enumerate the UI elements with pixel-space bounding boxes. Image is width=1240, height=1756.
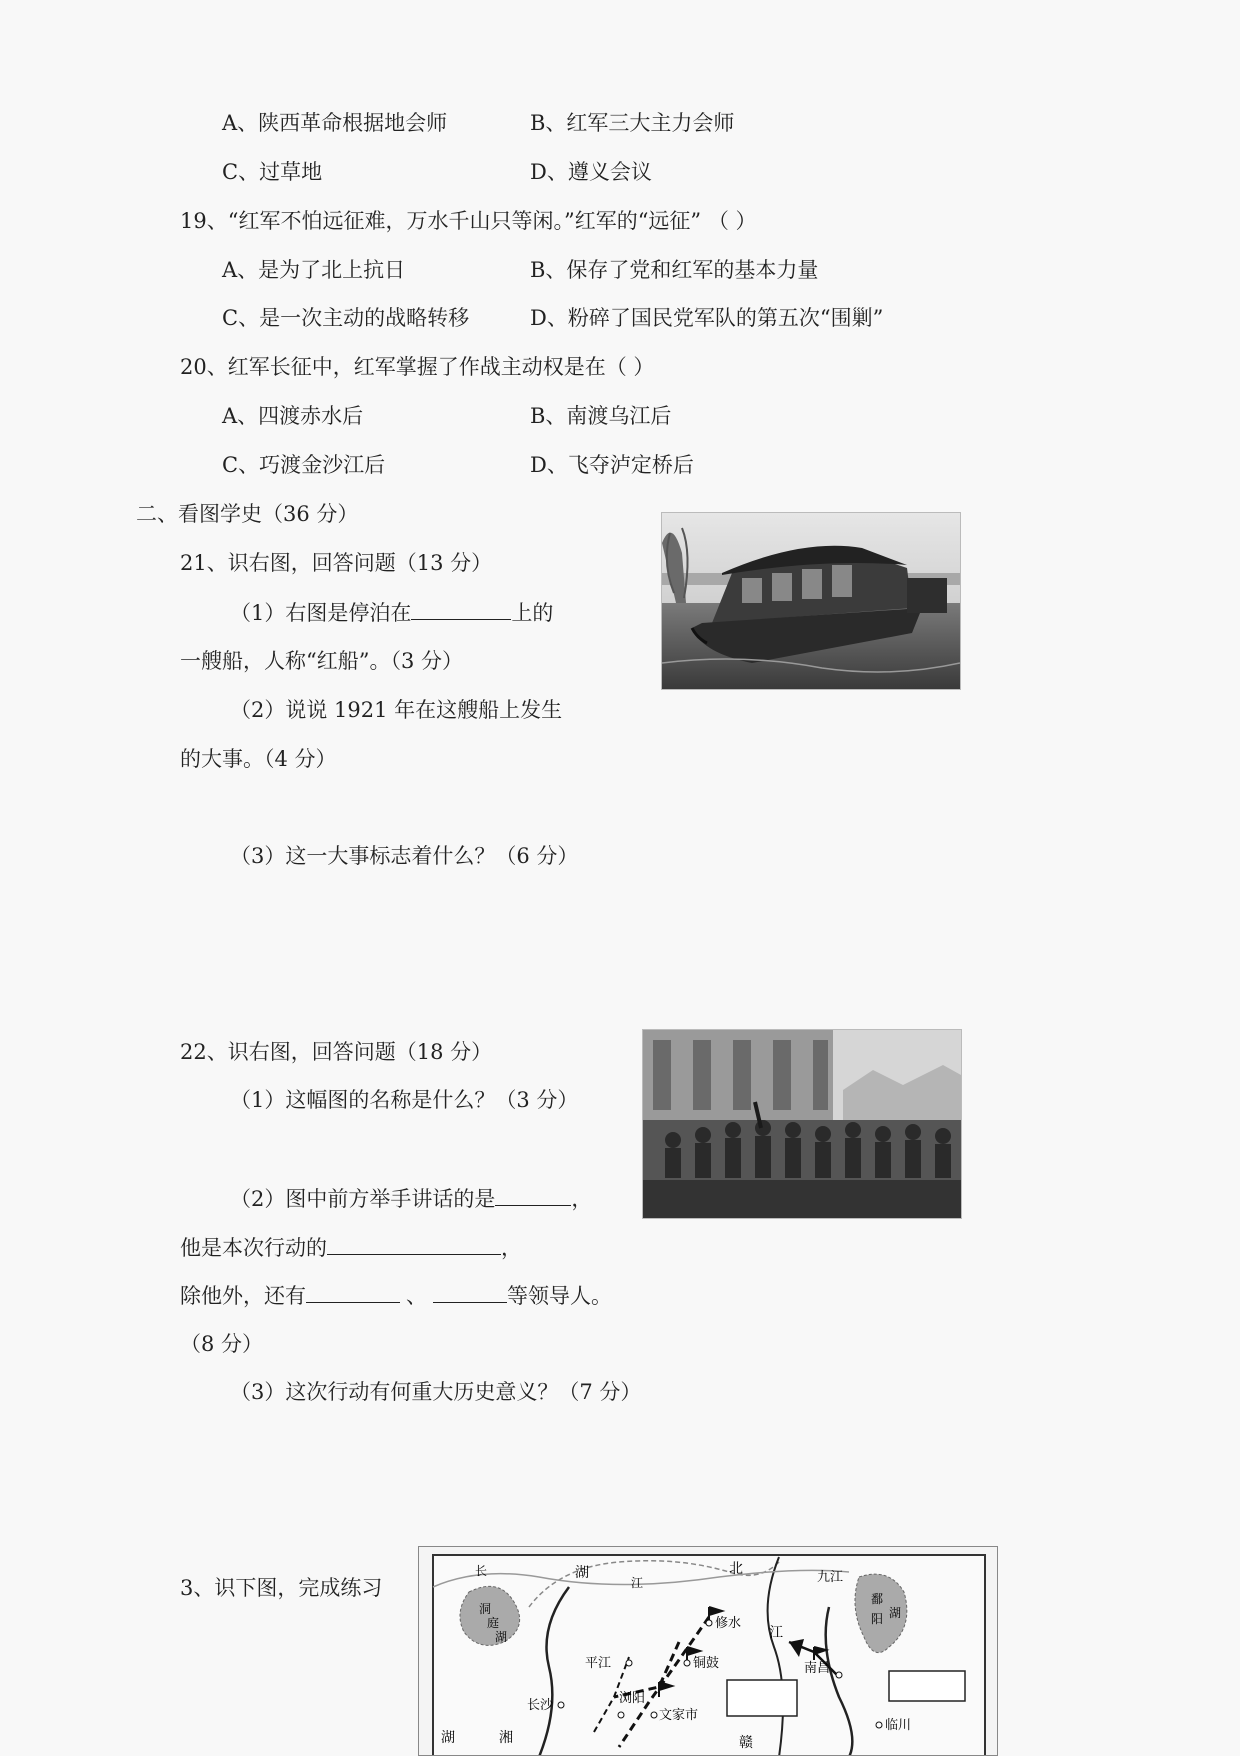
map-label-po: 鄱 <box>871 1592 884 1606</box>
q21-stem: 21、识右图，回答问题（13 分） <box>180 551 493 575</box>
q19-option-c: C、是一次主动的战略转移 <box>222 306 470 330</box>
map-label-jiang: 江 <box>769 1625 783 1641</box>
q20-option-d: D、飞夺泸定桥后 <box>530 453 694 477</box>
map-label-dong: 洞 <box>479 1602 492 1616</box>
q18-option-d: D、遵义会议 <box>530 160 652 184</box>
route-map <box>418 1546 998 1756</box>
map-label-changsha: 长沙 <box>527 1698 554 1713</box>
map-label-linchuan: 临川 <box>885 1718 912 1733</box>
q22-part2-text-c: 他是本次行动的 <box>180 1236 327 1260</box>
q23-stem: 3、识下图，完成练习 <box>180 1576 383 1600</box>
map-label-xiang: 湘 <box>499 1730 513 1746</box>
map-label-pingjiang: 平江 <box>585 1656 612 1671</box>
q21-part1-line2: 一艘船，人称“红船”。（3 分） <box>180 649 464 673</box>
q20-option-b: B、南渡乌江后 <box>530 404 672 428</box>
map-answer-box-2[interactable] <box>889 1671 965 1701</box>
q20-stem: 20、红军长征中，红军掌握了作战主动权是在（ ） <box>180 355 655 379</box>
q22-part2-line3 <box>180 1280 612 1311</box>
map-label-wenjiashi: 文家市 <box>659 1708 699 1723</box>
map-label-hu: 湖 <box>575 1565 589 1581</box>
q20-option-a: A、四渡赤水后 <box>222 404 364 428</box>
q22-part2-text-d: ， <box>501 1236 522 1260</box>
map-label-liuyang: 浏阳 <box>619 1691 646 1706</box>
q22-part2-text-e: 除他外，还有 <box>180 1284 306 1308</box>
q22-blank-role[interactable] <box>327 1232 501 1255</box>
route-map-svg <box>419 1547 997 1755</box>
q21-part1-text-b: 上的 <box>511 601 554 625</box>
uprising-sketch <box>643 1030 961 1218</box>
map-answer-box-1[interactable] <box>727 1680 797 1716</box>
q21-part2-line1: （2）说说 1921 年在这艘船上发生 <box>230 698 563 722</box>
map-label-yang: 阳 <box>871 1612 884 1626</box>
q22-part2-line2 <box>180 1232 522 1263</box>
q22-blank-speaker[interactable] <box>495 1183 571 1206</box>
q18-option-b: B、红军三大主力会师 <box>530 111 735 135</box>
map-label-hu-4: 湖 <box>889 1606 902 1620</box>
q22-blank-leader-1[interactable] <box>306 1280 400 1303</box>
q22-part2-text-g: 等领导人。 <box>507 1284 612 1308</box>
map-label-bei: 北 <box>729 1561 743 1577</box>
q22-stem: 22、识右图，回答问题（18 分） <box>180 1040 493 1064</box>
q21-blank-location[interactable] <box>411 597 511 620</box>
q19-option-b: B、保存了党和红军的基本力量 <box>530 258 819 282</box>
q22-part2-line1 <box>230 1183 592 1214</box>
q22-part2-text-a: （2）图中前方举手讲话的是 <box>230 1187 496 1211</box>
q22-part3: （3）这次行动有何重大历史意义？（7 分） <box>230 1380 642 1404</box>
q21-part2-line2: 的大事。（4 分） <box>180 747 337 771</box>
q19-option-a: A、是为了北上抗日 <box>222 258 406 282</box>
map-label-hu-3: 湖 <box>495 1630 508 1644</box>
q18-option-c: C、过草地 <box>222 160 323 184</box>
q18-option-a: A、陕西革命根据地会师 <box>222 111 448 135</box>
section-title: 二、看图学史（36 分） <box>136 502 359 526</box>
map-label-ting: 庭 <box>487 1616 500 1630</box>
q22-part2-text-f: 、 <box>406 1284 427 1308</box>
map-label-xiushui: 修水 <box>715 1616 742 1631</box>
q21-part1-line1 <box>230 597 553 628</box>
q22-part1: （1）这幅图的名称是什么？（3 分） <box>230 1088 579 1112</box>
red-boat-photo <box>661 512 961 690</box>
q22-blank-leader-2[interactable] <box>433 1280 507 1303</box>
map-label-jiang-2: 江 <box>631 1576 644 1590</box>
map-label-jiujiang: 九江 <box>817 1570 844 1585</box>
uprising-illustration <box>642 1029 962 1219</box>
map-label-tonggu: 铜鼓 <box>693 1656 720 1671</box>
q19-stem: 19、“红军不怕远征难，万水千山只等闲。”红军的“远征” （ ） <box>180 209 757 233</box>
q21-part3: （3）这一大事标志着什么？（6 分） <box>230 844 579 868</box>
q22-part2-text-b: ， <box>571 1187 593 1211</box>
q21-part1-text-a: （1）右图是停泊在 <box>230 601 412 625</box>
red-boat-illustration <box>662 513 960 689</box>
map-label-nanchang: 南昌 <box>804 1661 831 1676</box>
map-label-chang: 长 <box>475 1564 488 1578</box>
map-label-gan: 赣 <box>739 1735 753 1751</box>
q19-option-d: D、粉碎了国民党军队的第五次“围剿” <box>530 306 884 330</box>
q20-option-c: C、巧渡金沙江后 <box>222 453 386 477</box>
map-label-hu-2: 湖 <box>441 1730 455 1746</box>
q22-part2-score: （8 分） <box>180 1332 264 1356</box>
